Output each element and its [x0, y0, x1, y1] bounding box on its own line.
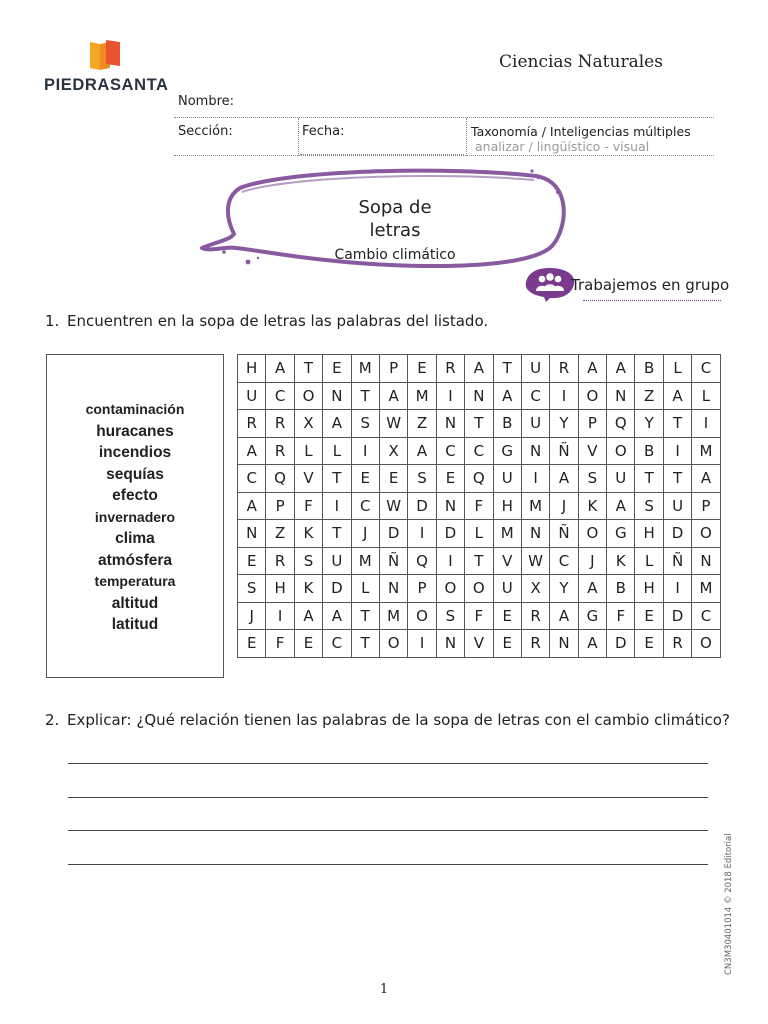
grid-cell[interactable]: Z: [635, 382, 663, 410]
grid-cell[interactable]: M: [379, 602, 407, 630]
grid-cell[interactable]: A: [607, 492, 635, 520]
word-list-item: efecto: [112, 487, 158, 504]
grid-cell[interactable]: E: [493, 602, 521, 630]
grid-cell[interactable]: O: [408, 602, 436, 630]
grid-cell[interactable]: Ñ: [550, 437, 578, 465]
grid-cell[interactable]: P: [408, 575, 436, 603]
header-rule: [174, 117, 714, 118]
grid-cell[interactable]: A: [379, 382, 407, 410]
grid-cell[interactable]: F: [607, 602, 635, 630]
grid-cell[interactable]: Q: [607, 410, 635, 438]
grid-cell[interactable]: V: [294, 465, 322, 493]
grid-cell[interactable]: V: [465, 630, 493, 658]
grid-cell[interactable]: M: [692, 437, 720, 465]
grid-cell[interactable]: T: [465, 410, 493, 438]
word-list-item: altitud: [111, 594, 159, 612]
grid-cell[interactable]: Ñ: [663, 547, 691, 575]
grid-cell[interactable]: A: [323, 410, 351, 438]
worksheet-subtitle: Cambio climático: [334, 247, 456, 263]
word-list-item: invernadero: [94, 508, 176, 525]
grid-cell[interactable]: O: [436, 575, 464, 603]
grid-cell[interactable]: Y: [635, 410, 663, 438]
grid-cell[interactable]: Y: [550, 575, 578, 603]
grid-cell[interactable]: A: [294, 602, 322, 630]
title-line-2: letras: [369, 220, 421, 241]
grid-cell[interactable]: S: [351, 410, 379, 438]
page-number: 1: [379, 982, 389, 997]
grid-cell[interactable]: R: [550, 355, 578, 383]
grid-cell[interactable]: D: [663, 602, 691, 630]
question-1-text: Encuentren en la sopa de letras las palabras del listado.: [67, 312, 489, 330]
grid-cell[interactable]: R: [521, 602, 549, 630]
word-list-item: atmósfera: [97, 551, 173, 569]
grid-cell[interactable]: G: [578, 602, 606, 630]
grid-cell[interactable]: U: [521, 355, 549, 383]
grid-cell[interactable]: L: [635, 547, 663, 575]
grid-cell[interactable]: K: [294, 575, 322, 603]
grid-cell[interactable]: L: [465, 520, 493, 548]
grid-cell[interactable]: T: [663, 410, 691, 438]
grid-cell[interactable]: S: [294, 547, 322, 575]
grid-cell[interactable]: A: [692, 465, 720, 493]
grid-cell[interactable]: P: [578, 410, 606, 438]
grid-cell[interactable]: N: [436, 410, 464, 438]
grid-cell[interactable]: E: [238, 547, 266, 575]
word-search-grid: [237, 354, 721, 658]
grid-cell[interactable]: O: [692, 520, 720, 548]
grid-row: [238, 382, 721, 410]
grid-cell[interactable]: I: [521, 465, 549, 493]
grid-cell[interactable]: Z: [408, 410, 436, 438]
grid-cell[interactable]: T: [635, 465, 663, 493]
grid-cell[interactable]: K: [294, 520, 322, 548]
grid-cell[interactable]: T: [323, 465, 351, 493]
question-1-number: 1.: [45, 312, 60, 330]
grid-cell[interactable]: T: [493, 355, 521, 383]
grid-cell[interactable]: I: [663, 575, 691, 603]
grid-cell[interactable]: A: [408, 437, 436, 465]
grid-cell[interactable]: P: [692, 492, 720, 520]
grid-cell[interactable]: N: [238, 520, 266, 548]
grid-cell[interactable]: I: [663, 437, 691, 465]
publisher-logo-text: PIEDRASANTA: [44, 76, 169, 94]
grid-cell[interactable]: T: [663, 465, 691, 493]
header-divider: [466, 118, 467, 156]
grid-cell[interactable]: R: [266, 410, 294, 438]
grid-cell[interactable]: O: [607, 437, 635, 465]
grid-cell[interactable]: R: [238, 410, 266, 438]
grid-cell[interactable]: A: [578, 575, 606, 603]
grid-cell[interactable]: P: [379, 355, 407, 383]
grid-row: [238, 355, 721, 383]
grid-cell[interactable]: D: [408, 492, 436, 520]
grid-cell[interactable]: Z: [266, 520, 294, 548]
grid-cell[interactable]: E: [493, 630, 521, 658]
grid-cell[interactable]: I: [436, 382, 464, 410]
grid-row: [238, 547, 721, 575]
grid-cell[interactable]: Y: [550, 410, 578, 438]
grid-cell[interactable]: U: [323, 547, 351, 575]
grid-cell[interactable]: B: [493, 410, 521, 438]
grid-row: [238, 410, 721, 438]
grid-cell[interactable]: D: [663, 520, 691, 548]
word-list: [47, 399, 223, 636]
grid-cell[interactable]: O: [294, 382, 322, 410]
grid-cell[interactable]: H: [238, 355, 266, 383]
grid-cell[interactable]: T: [351, 630, 379, 658]
word-list-box: [46, 354, 224, 678]
grid-cell[interactable]: I: [266, 602, 294, 630]
grid-cell[interactable]: B: [635, 355, 663, 383]
fecha-field-line: [300, 154, 464, 155]
grid-cell[interactable]: E: [635, 630, 663, 658]
word-list-item: temperatura: [94, 573, 176, 589]
grid-cell[interactable]: U: [663, 492, 691, 520]
grid-cell[interactable]: C: [351, 492, 379, 520]
grid-cell[interactable]: Q: [408, 547, 436, 575]
grid-cell[interactable]: F: [266, 630, 294, 658]
grid-cell[interactable]: V: [493, 547, 521, 575]
grid-cell[interactable]: A: [550, 602, 578, 630]
grid-cell[interactable]: W: [379, 492, 407, 520]
grid-cell[interactable]: X: [379, 437, 407, 465]
grid-cell[interactable]: D: [436, 520, 464, 548]
grid-cell[interactable]: E: [379, 465, 407, 493]
grid-cell[interactable]: M: [408, 382, 436, 410]
grid-cell[interactable]: O: [379, 630, 407, 658]
grid-cell[interactable]: L: [663, 355, 691, 383]
grid-cell[interactable]: J: [550, 492, 578, 520]
grid-cell[interactable]: E: [323, 355, 351, 383]
grid-cell[interactable]: Q: [266, 465, 294, 493]
grid-cell[interactable]: I: [436, 547, 464, 575]
grid-cell[interactable]: N: [521, 437, 549, 465]
grid-cell[interactable]: C: [266, 382, 294, 410]
grid-cell[interactable]: F: [465, 492, 493, 520]
grid-cell[interactable]: L: [351, 575, 379, 603]
grid-cell[interactable]: E: [436, 465, 464, 493]
grid-cell[interactable]: C: [521, 382, 549, 410]
grid-cell[interactable]: S: [578, 465, 606, 493]
question-1: [45, 312, 488, 330]
grid-cell[interactable]: T: [323, 520, 351, 548]
grid-cell[interactable]: J: [578, 547, 606, 575]
grid-cell[interactable]: S: [436, 602, 464, 630]
word-list-item: sequías: [106, 465, 164, 483]
word-list-item: latitud: [111, 616, 159, 633]
grid-cell[interactable]: O: [465, 575, 493, 603]
grid-cell[interactable]: T: [294, 355, 322, 383]
answer-line[interactable]: [68, 864, 708, 865]
word-list-item: incendios: [98, 444, 172, 461]
grid-cell[interactable]: N: [692, 547, 720, 575]
taxonomy-value: analizar / lingüístico - visual: [475, 139, 650, 154]
word-list-item: contaminación: [85, 401, 185, 417]
grid-cell[interactable]: I: [408, 520, 436, 548]
taxonomy-label: Taxonomía / Inteligencias múltiples: [471, 124, 691, 139]
question-2-text: Explicar: ¿Qué relación tienen las palabras de la sopa de letras con el cambio climático?: [67, 711, 730, 729]
fecha-label: Fecha:: [302, 124, 345, 139]
grid-cell[interactable]: N: [436, 492, 464, 520]
grid-cell[interactable]: A: [578, 355, 606, 383]
grid-cell[interactable]: A: [550, 465, 578, 493]
question-2-number: 2.: [45, 711, 60, 729]
grid-cell[interactable]: U: [493, 465, 521, 493]
grid-cell[interactable]: U: [238, 382, 266, 410]
subject-title: Ciencias Naturales: [499, 52, 663, 72]
grid-cell[interactable]: A: [266, 355, 294, 383]
grid-cell[interactable]: C: [323, 630, 351, 658]
grid-row: [238, 437, 721, 465]
grid-cell[interactable]: M: [521, 492, 549, 520]
grid-cell[interactable]: C: [550, 547, 578, 575]
grid-cell[interactable]: X: [294, 410, 322, 438]
grid-cell[interactable]: M: [692, 575, 720, 603]
grid-cell[interactable]: G: [493, 437, 521, 465]
grid-row: [238, 492, 721, 520]
grid-cell[interactable]: Ñ: [379, 547, 407, 575]
grid-cell[interactable]: A: [607, 355, 635, 383]
grid-cell[interactable]: U: [493, 575, 521, 603]
grid-cell[interactable]: J: [351, 520, 379, 548]
grid-cell[interactable]: C: [465, 437, 493, 465]
grid-cell[interactable]: A: [493, 382, 521, 410]
grid-cell[interactable]: Ñ: [550, 520, 578, 548]
answer-line[interactable]: [68, 830, 708, 831]
grid-cell[interactable]: R: [521, 630, 549, 658]
grid-cell[interactable]: S: [635, 492, 663, 520]
grid-cell[interactable]: M: [351, 547, 379, 575]
grid-cell[interactable]: A: [465, 355, 493, 383]
grid-cell[interactable]: Q: [465, 465, 493, 493]
grid-cell[interactable]: N: [323, 382, 351, 410]
header-rule: [174, 155, 714, 156]
publisher-logo-icon: [88, 40, 122, 72]
grid-cell[interactable]: N: [550, 630, 578, 658]
grid-cell[interactable]: G: [607, 520, 635, 548]
grid-cell[interactable]: H: [635, 520, 663, 548]
grid-cell[interactable]: E: [635, 602, 663, 630]
grid-cell[interactable]: N: [379, 575, 407, 603]
grid-cell[interactable]: D: [607, 630, 635, 658]
grid-cell[interactable]: X: [521, 575, 549, 603]
seccion-label: Sección:: [178, 124, 233, 139]
answer-line[interactable]: [68, 797, 708, 798]
grid-cell[interactable]: T: [465, 547, 493, 575]
group-people-icon: [524, 266, 576, 302]
grid-cell[interactable]: T: [351, 602, 379, 630]
title-line-1: Sopa de: [358, 197, 432, 218]
grid-cell[interactable]: I: [550, 382, 578, 410]
grid-cell[interactable]: I: [692, 410, 720, 438]
grid-cell[interactable]: R: [266, 547, 294, 575]
grid-row: [238, 465, 721, 493]
grid-cell[interactable]: F: [294, 492, 322, 520]
grid-cell[interactable]: M: [493, 520, 521, 548]
grid-row: [238, 520, 721, 548]
grid-cell[interactable]: A: [238, 492, 266, 520]
grid-cell[interactable]: F: [465, 602, 493, 630]
grid-cell[interactable]: H: [266, 575, 294, 603]
answer-line[interactable]: [68, 763, 708, 764]
grid-cell[interactable]: S: [238, 575, 266, 603]
word-list-item: clima: [115, 530, 155, 547]
grid-cell[interactable]: W: [379, 410, 407, 438]
group-badge-label: Trabajemos en grupo: [571, 276, 730, 294]
nombre-label: Nombre:: [178, 94, 235, 109]
grid-cell[interactable]: D: [379, 520, 407, 548]
grid-cell[interactable]: R: [663, 630, 691, 658]
grid-cell[interactable]: E: [351, 465, 379, 493]
grid-cell[interactable]: E: [294, 630, 322, 658]
grid-cell[interactable]: E: [408, 355, 436, 383]
grid-cell[interactable]: U: [607, 465, 635, 493]
grid-cell[interactable]: J: [238, 602, 266, 630]
copyright-code: CN3M30401014 © 2018 Editorial: [724, 833, 734, 975]
grid-cell[interactable]: K: [607, 547, 635, 575]
grid-cell[interactable]: H: [493, 492, 521, 520]
question-2: [45, 711, 730, 729]
grid-cell[interactable]: L: [294, 437, 322, 465]
grid-cell[interactable]: A: [323, 602, 351, 630]
grid-cell[interactable]: O: [578, 382, 606, 410]
grid-cell[interactable]: E: [238, 630, 266, 658]
grid-cell[interactable]: V: [578, 437, 606, 465]
grid-cell[interactable]: P: [266, 492, 294, 520]
grid-cell[interactable]: N: [607, 382, 635, 410]
grid-cell[interactable]: D: [323, 575, 351, 603]
grid-cell[interactable]: O: [578, 520, 606, 548]
grid-cell[interactable]: H: [635, 575, 663, 603]
grid-cell[interactable]: B: [635, 437, 663, 465]
group-badge-underline: [583, 300, 721, 301]
grid-cell[interactable]: B: [607, 575, 635, 603]
grid-cell[interactable]: N: [521, 520, 549, 548]
word-list-item: huracanes: [96, 422, 174, 440]
grid-row: [238, 575, 721, 603]
grid-cell[interactable]: L: [323, 437, 351, 465]
grid-cell[interactable]: I: [323, 492, 351, 520]
grid-cell[interactable]: A: [578, 630, 606, 658]
grid-cell[interactable]: C: [692, 602, 720, 630]
grid-cell[interactable]: A: [663, 382, 691, 410]
grid-cell[interactable]: N: [436, 630, 464, 658]
grid-cell[interactable]: T: [351, 382, 379, 410]
grid-row: [238, 602, 721, 630]
grid-cell[interactable]: C: [692, 355, 720, 383]
grid-cell[interactable]: R: [266, 437, 294, 465]
grid-cell[interactable]: N: [465, 382, 493, 410]
header-divider: [298, 118, 299, 156]
grid-cell[interactable]: U: [521, 410, 549, 438]
grid-cell[interactable]: S: [408, 465, 436, 493]
grid-cell[interactable]: M: [351, 355, 379, 383]
grid-cell[interactable]: A: [238, 437, 266, 465]
grid-cell[interactable]: W: [521, 547, 549, 575]
grid-cell[interactable]: O: [692, 630, 720, 658]
worksheet-title: [300, 196, 490, 242]
grid-row: [238, 630, 721, 658]
grid-cell[interactable]: I: [351, 437, 379, 465]
grid-cell[interactable]: L: [692, 382, 720, 410]
grid-cell[interactable]: I: [408, 630, 436, 658]
grid-cell[interactable]: R: [436, 355, 464, 383]
grid-cell[interactable]: C: [436, 437, 464, 465]
grid-cell[interactable]: K: [578, 492, 606, 520]
grid-cell[interactable]: C: [238, 465, 266, 493]
